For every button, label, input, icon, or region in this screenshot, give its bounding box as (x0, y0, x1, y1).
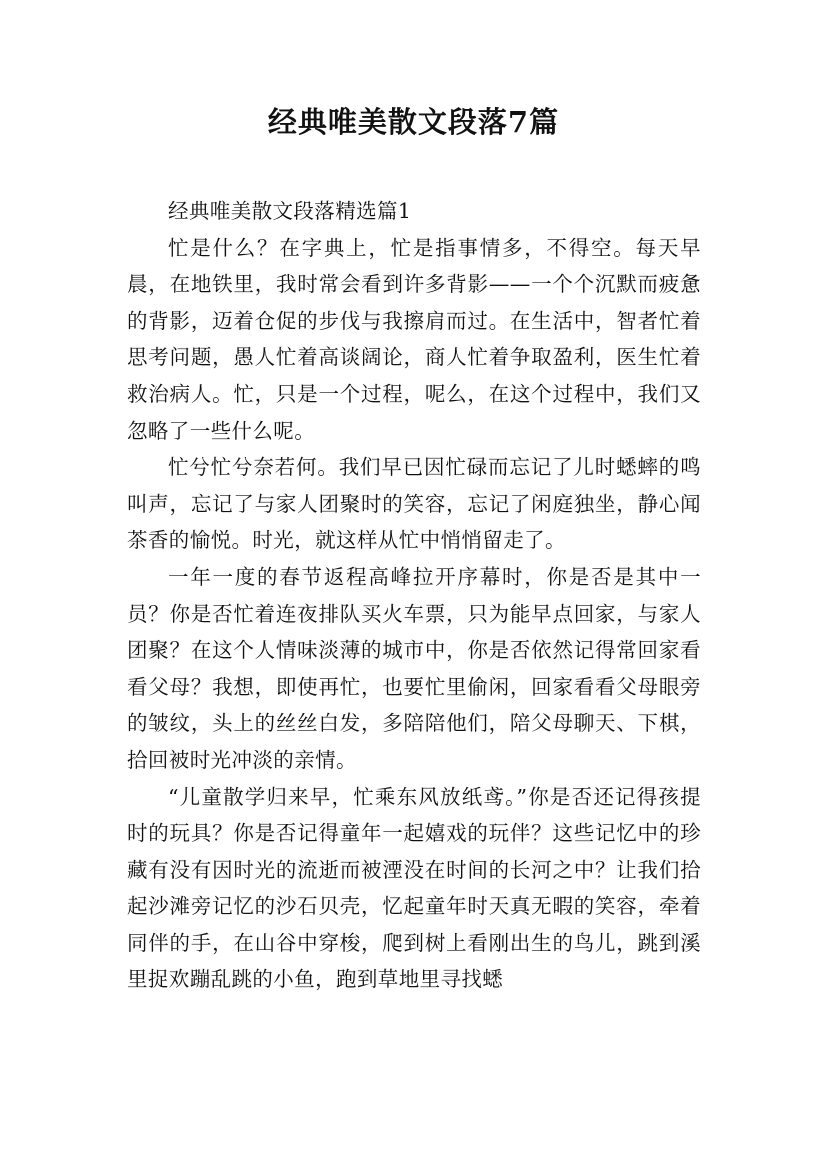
paragraph-2: 忙兮忙兮奈若何。我们早已因忙碌而忘记了儿时蟋蟀的鸣叫声，忘记了与家人团聚时的笑容，忘记了闲庭独坐，静心闻茶香的愉悦。时光，就这样从忙中悄悄留走了。 (127, 455, 701, 553)
section-heading: 经典唯美散文段落精选篇1 (168, 199, 412, 223)
paragraph-4: “儿童散学归来早，忙乘东风放纸鸢。”你是否还记得孩提时的玩具？你是否记得童年一起嬉戏的玩伴？这些记忆中的珍藏有没有因时光的流逝而被湮没在时间的长河之中？让我们拾起沙滩旁记忆的沙石贝壳，忆起童年时天真无暇的笑容，牵着同伴的手，在山谷中穿梭，爬到树上看刚出生的鸟儿，跳到溪里捉欢蹦乱跳的小鱼，跑到草地里寻找蟋 (127, 784, 701, 992)
document-title: 经典唯美散文段落7篇 (267, 105, 560, 139)
paragraph-3: 一年一度的春节返程高峰拉开序幕时，你是否是其中一员？你是否忙着连夜排队买火车票，只为能早点回家，与家人团聚？在这个人情味淡薄的城市中，你是否依然记得常回家看看父母？我想，即使再忙，也要忙里偷闲，回家看看父母眼旁的皱纹，头上的丝丝白发，多陪陪他们，陪父母聊天、下棋，拾回被时光冲淡的亲情。 (127, 564, 701, 772)
document-body (127, 193, 701, 998)
paragraph-1: 忙是什么？在字典上，忙是指事情多，不得空。每天早晨，在地铁里，我时常会看到许多背影——一个个沉默而疲惫的背影，迈着仓促的步伐与我擦肩而过。在生活中，智者忙着思考问题，愚人忙着高谈阔论，商人忙着争取盈利，医生忙着救治病人。忙，只是一个过程，呢么，在这个过程中，我们又忽略了一些什么呢。 (127, 235, 701, 443)
